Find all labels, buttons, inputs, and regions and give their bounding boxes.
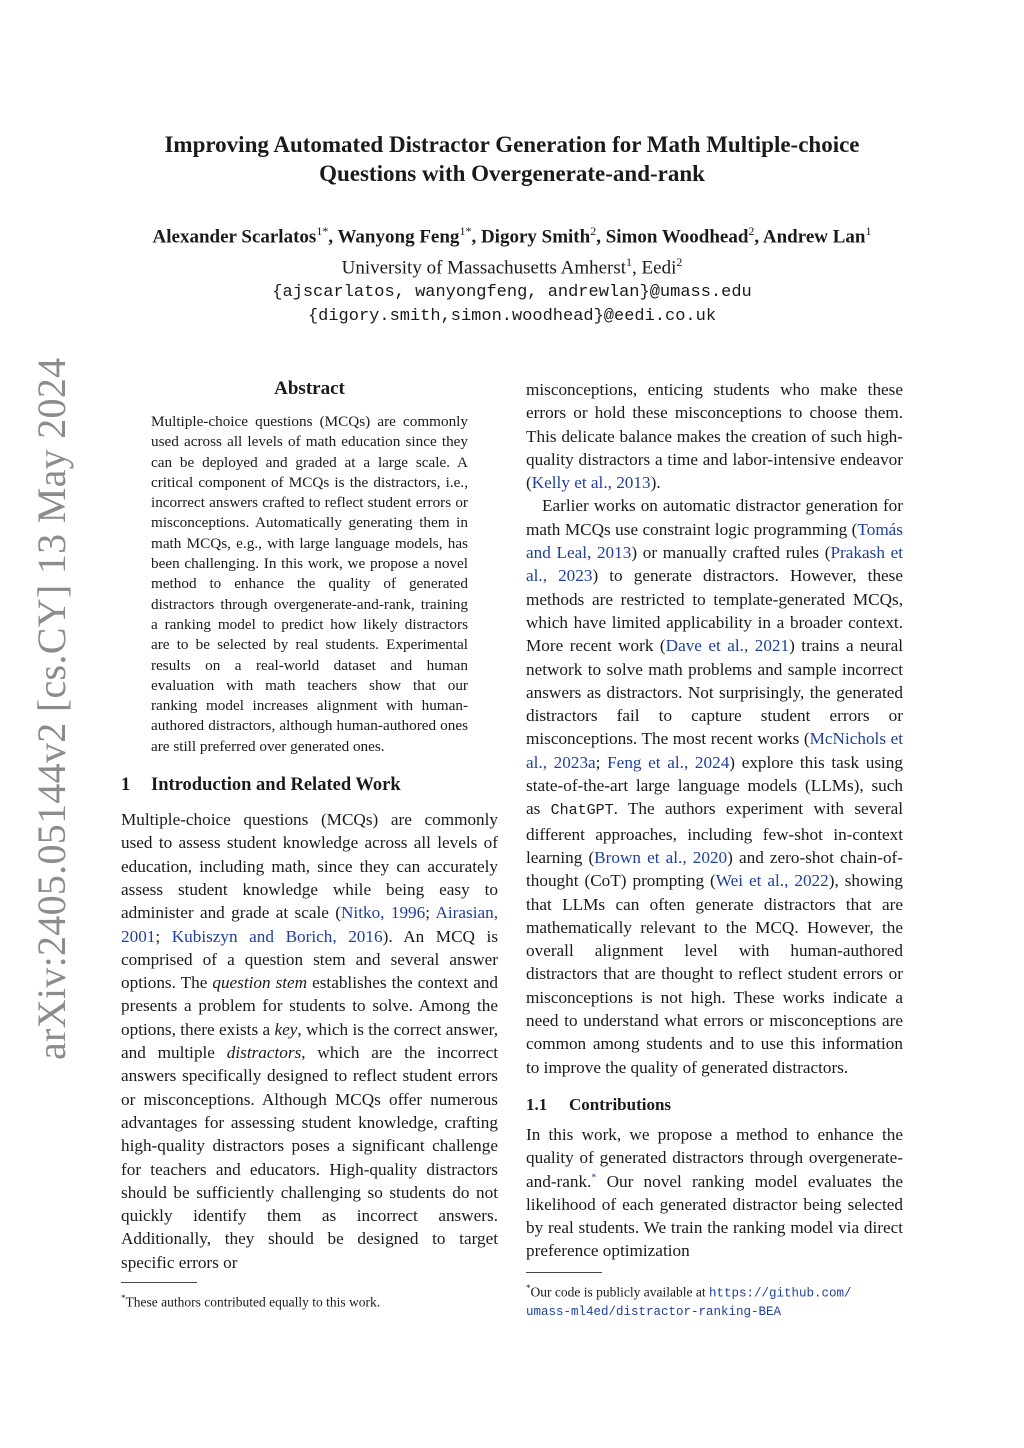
author-affiliation-mark: 1* [316, 224, 329, 238]
emphasis: distractors [226, 1043, 302, 1063]
text-run: ) or manually crafted rules ( [631, 543, 831, 563]
citation-link[interactable]: Prakash et al., 2023 [526, 543, 903, 586]
author-separator: , [328, 226, 338, 248]
text-run: ). [650, 473, 661, 493]
right-paragraph-2 [526, 494, 903, 1078]
paper-title [100, 130, 924, 188]
author-affiliation-mark: 2 [748, 224, 755, 238]
author-separator: , [471, 226, 481, 248]
citation-link[interactable]: Kubiszyn and Borich, 2016 [171, 926, 383, 946]
author: Andrew Lan [762, 226, 866, 248]
text-run: ; [595, 752, 608, 772]
text-run: ; [155, 926, 172, 946]
footnote-text: Our code is publicly available at [530, 1284, 709, 1300]
author-separator: , [754, 226, 763, 248]
citation-link[interactable]: Wei et al., 2022 [715, 871, 829, 891]
emphasis: question stem [212, 973, 308, 993]
author: Wanyong Feng [337, 226, 460, 248]
footnote-rule [121, 1282, 197, 1283]
text-run: ). An MCQ is comprised of a question stem and several answer options. The [121, 926, 499, 993]
footnote-mark: * [526, 1282, 531, 1293]
emphasis: key [274, 1019, 298, 1039]
text-run: ) trains a neural network to solve math problems and sample incorrect answers as distractors. Not surprisingly, the generated distractors fail to capture student errors or misconceptions. The most recent works ( [526, 636, 903, 749]
email-umass: {ajscarlatos, wanyongfeng, andrewlan}@umass.edu [272, 282, 752, 302]
author-list [100, 218, 924, 250]
footnote-code-link [526, 1279, 903, 1322]
title-line-1: Improving Automated Distractor Generation for Math Multiple-choice [164, 132, 860, 157]
code-url-link[interactable]: umass-ml4ed/distractor-ranking-BEA [526, 1305, 782, 1320]
citation-link[interactable]: Brown et al., 2020 [594, 847, 728, 867]
text-run: . The authors experiment with several different approaches, including few-shot in-context learning ( [526, 799, 903, 867]
code-term: ChatGPT [550, 802, 614, 820]
footnote-mark: * [121, 1292, 126, 1303]
section-number: 1 [121, 775, 131, 796]
author-affiliation-mark: 1* [459, 224, 472, 238]
text-run: , which are the incorrect answers specifically designed to reflect student errors or misconceptions. Although MCQs offer numerous advantages for assessing student knowledge, crafting high-quality distractors poses a significant challenge for teachers and educators. High-quality distractors should be sufficiently challenging so students do not quickly identify them as incorrect answers. Additionally, they should be designed to target specific errors or [121, 1043, 498, 1272]
right-column [526, 378, 903, 1321]
affiliation-separator: , [632, 257, 642, 279]
author-separator: , [596, 226, 606, 248]
section-heading-introduction [121, 775, 498, 796]
footnote-rule [526, 1272, 602, 1273]
text-run: ) and zero-shot chain-of-thought (CoT) prompting ( [526, 847, 903, 891]
title-line-2: Questions with Overgenerate-and-rank [319, 161, 705, 186]
left-column [121, 378, 498, 1311]
text-run: establishes the context and presents a problem for students to solve. Among the options, there exists a [121, 973, 499, 1039]
text-run: In this work, we propose a method to enhance the quality of generated distractors through overgenerate-and-rank. [526, 1124, 903, 1191]
section-title: Introduction and Related Work [151, 775, 401, 796]
text-run: ; [425, 903, 436, 923]
citation-link[interactable]: McNichols et al., 2023a [526, 729, 903, 772]
author-affiliation-mark: 1 [865, 224, 872, 238]
citation-link[interactable]: Nitko, 1996 [341, 903, 426, 923]
author: Alexander Scarlatos [152, 226, 317, 248]
footnote-ref[interactable]: * [591, 1171, 597, 1183]
author: Digory Smith [480, 226, 591, 248]
footnote-left-area [121, 1282, 498, 1312]
text-run: Our novel ranking model evaluates the likelihood of each generated distractor being selected by real students. We train the ranking model via direct preference optimization [526, 1171, 903, 1261]
arxiv-identifier-stamp: arXiv:2405.05144v2 [cs.CY] 13 May 2024 [29, 357, 74, 1060]
subsection-heading-contributions [526, 1095, 903, 1115]
footnote-text: These authors contributed equally to this work. [125, 1294, 381, 1310]
text-run: , which is the correct answer, and multiple [121, 1019, 498, 1063]
affiliation-eedi: Eedi [641, 257, 677, 279]
code-url-link[interactable]: https://github.com/ [708, 1286, 852, 1301]
contributions-paragraph [526, 1123, 903, 1263]
text-run: ) explore this task using state-of-the-art large language models (LLMs), such as [526, 752, 903, 819]
text-run: ), showing that LLMs can often generate distractors that are mathematically relevant to the MCQ. However, the overall alignment level with human-authored distractors that are thought to reflect student errors or misconceptions is not high. These works indicate a need to understand what errors or misconceptions are common among students and to use this information to improve the quality of generated distractors. [526, 871, 903, 1077]
citation-link[interactable]: Kelly et al., 2013 [531, 473, 651, 493]
title-block [100, 130, 924, 329]
subsection-number: 1.1 [526, 1094, 548, 1114]
email-eedi: {digory.smith,simon.woodhead}@eedi.co.uk [307, 306, 717, 326]
affiliation-mark: 2 [676, 255, 683, 270]
abstract-heading: Abstract [274, 378, 345, 399]
text-run: Multiple-choice questions (MCQs) are commonly used to assess student knowledge across all levels of education, including math, since they can accurately assess student knowledge while being easy to administer and grade at scale ( [121, 810, 498, 923]
author-affiliation-mark: 2 [590, 224, 597, 238]
text-run: misconceptions, enticing students who make these errors or hold these misconceptions to choose them. This delicate balance makes the creation of such high-quality distractors a time and labor-intensive endeavor ( [526, 380, 903, 493]
text-run: Earlier works on automatic distractor generation for math MCQs use constraint logic programming ( [526, 496, 903, 539]
subsection-title: Contributions [569, 1094, 672, 1114]
right-paragraph-1 [526, 378, 903, 494]
affiliation-umass: University of Massachusetts Amherst [341, 257, 627, 279]
author: Simon Woodhead [605, 226, 749, 248]
footnote-right-area [526, 1272, 903, 1322]
citation-link[interactable]: Tomás and Leal, 2013 [526, 519, 903, 563]
citation-link[interactable]: Feng et al., 2024 [607, 752, 730, 772]
abstract-text: Multiple-choice questions (MCQs) are commonly used across all levels of math education since they can be deployed and graded at a large scale. A critical component of MCQs is the distractors, i.e., incorrect answers crafted to reflect student errors or misconceptions. Automatically generating them in math MCQs, e.g., with large language models, has been challenging. In this work, we propose a novel method to enhance the quality of generated distractors through overgenerate-and-rank, training a ranking model to predict how likely distractors are to be selected by real students. Experimental results on a real-world dataset and human evaluation with math teachers show that our ranking model increases alignment with human-authored distractors, although human-authored ones are still preferred over generated ones. [151, 413, 468, 755]
citation-link[interactable]: Dave et al., 2021 [665, 636, 790, 656]
citation-link[interactable]: Airasian, 2001 [121, 903, 499, 946]
text-run: ) to generate distractors. However, these methods are restricted to template-generated MCQs, which have limited applicability in a broader context. More recent work ( [526, 566, 903, 656]
footnote-equal-contribution [121, 1289, 498, 1312]
affiliation-mark: 1 [626, 255, 633, 270]
intro-paragraph [121, 808, 498, 1274]
affiliations [100, 250, 924, 280]
